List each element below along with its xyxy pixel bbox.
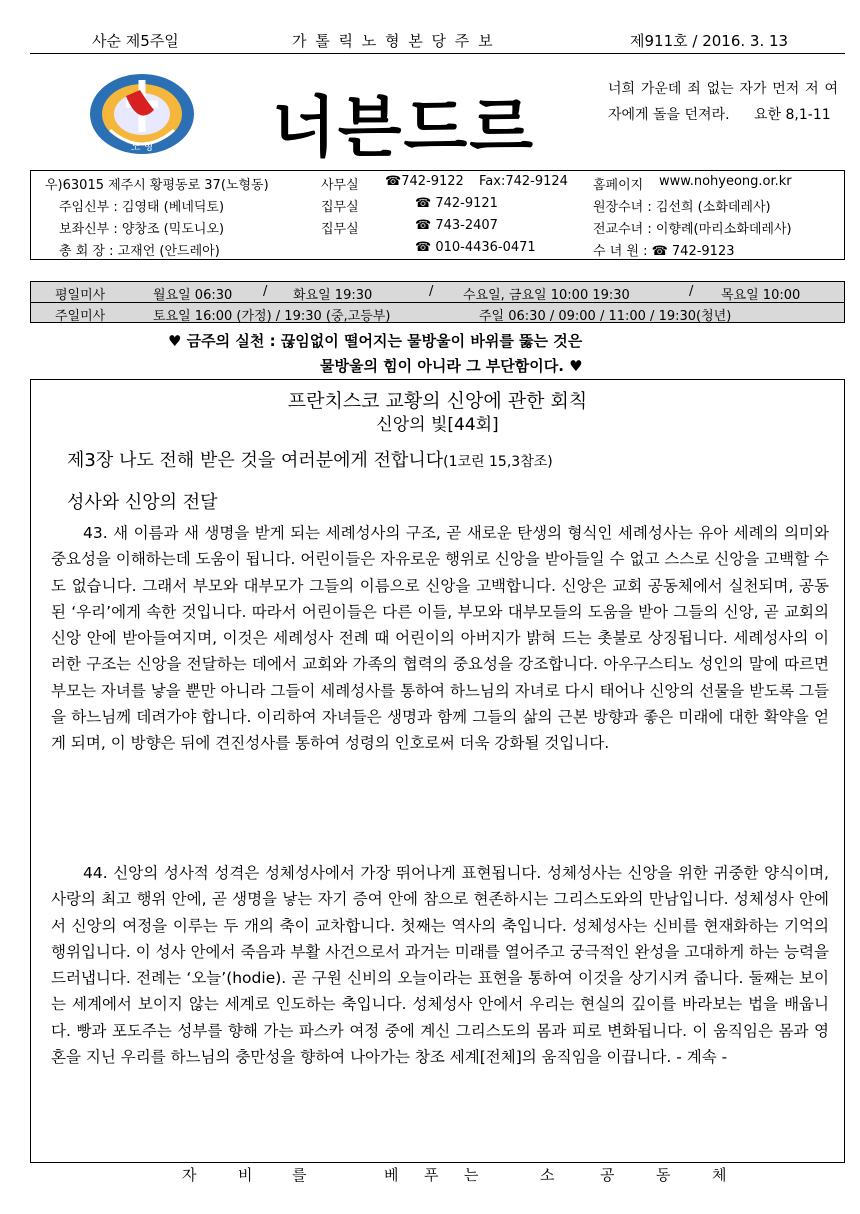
weekday-mass-item: 수요일, 금요일 10:00 19:30 xyxy=(463,288,630,303)
verse-reference: 요한 8,1-11 xyxy=(754,107,831,123)
parish-info-box xyxy=(30,170,845,260)
separator: / xyxy=(429,284,434,299)
paragraph-44: 44. 신앙의 성사적 성격은 성체성사에서 가장 뛰어나게 표현됩니다. 성체성사는 신앙을 위한 귀중한 양식이며, 사랑의 최고 행위 안에, 곧 생명을 낳는 자기 증여 안에 참으로 현존하시는 그리스도와의 만남입니다. 성체성사 안에서 신앙의 여정을 이루는 두 개의 축이 교차합니다. 첫째는 역사의 축입니다. 성체성사는 신비를 현재화하는 기억의 행위입니다. 이 성사 안에서 죽음과 부활 사건으로서 과거는 미래를 열어주고 궁극적인 완성을 고대하게 하는 능력을 드러냅니다. 전례는 ‘오늘’(hodie). 곧 구원 신비의 오늘이라는 표현을 통하여 이것을 상기시켜 줍니다. 둘째는 보이는 세계에서 보이지 않는 세계로 인도하는 축입니다. 성체성사 안에서 우리는 현실의 깊이를 바라보는 법을 배웁니다. 빵과 포도주는 성부를 향해 가는 파스카 여정 중에 계신 그리스도의 몸과 피로 변화됩니다. 이 움직임은 몸과 영혼을 지닌 우리를 하느님의 충만성을 향하여 나아가는 창조 세계[전체]의 움직임을 이끕니다. - 계속 - xyxy=(51,864,829,1067)
section-heading: 성사와 신앙의 전달 xyxy=(67,492,218,513)
chapter-reference: (1코린 15,3참조) xyxy=(443,454,553,470)
saturday-mass: 토요일 16:00 (가정) / 19:30 (중,고등부) xyxy=(153,309,391,324)
paper-name: 가 톨 릭 노 형 본 당 주 보 xyxy=(292,32,495,50)
motto-char: 소 xyxy=(540,1166,555,1184)
practice-line-2: 물방울의 힘이 아니라 그 부단함이다. ♥ xyxy=(320,357,583,375)
rectory-label: 집무실 xyxy=(321,222,359,237)
separator: / xyxy=(263,284,268,299)
sunday-mass: 주일 06:30 / 09:00 / 11:00 / 19:30(청년) xyxy=(479,309,732,324)
practice-line-1: ♥ 금주의 실천 : 끊임없이 떨어지는 물방울이 바위를 뚫는 것은 xyxy=(168,332,583,350)
motto-char: 는 xyxy=(464,1166,479,1184)
assistant-tel: ☎ 743-2407 xyxy=(415,218,498,233)
mass-schedule xyxy=(30,281,845,323)
superior-sister: 원장수녀 : 김선희 (소화데레사) xyxy=(593,200,771,215)
motto-char: 동 xyxy=(656,1166,671,1184)
motto-char: 비 xyxy=(238,1166,253,1184)
pastor-tel: ☎ 742-9121 xyxy=(415,196,498,211)
article-subtitle: 신앙의 빛[44회] xyxy=(376,415,499,435)
week-label: 사순 제5주일 xyxy=(92,32,179,50)
homepage-label: 홈페이지 xyxy=(593,178,644,193)
missionary-sister: 전교수녀 : 이향례(마리소화데레사) xyxy=(593,222,792,237)
parish-logo xyxy=(88,70,196,156)
weekday-mass-item: 월요일 06:30 xyxy=(153,288,233,303)
chapter-title: 제3장 나도 전해 받은 것을 여러분에게 전합니다 xyxy=(67,450,444,471)
weekly-verse xyxy=(608,76,838,128)
motto-char: 공 xyxy=(600,1166,615,1184)
sunday-mass-label: 주일미사 xyxy=(55,309,106,324)
top-rule xyxy=(30,53,845,54)
president-tel: ☎ 010-4436-0471 xyxy=(415,240,536,255)
footer-motto xyxy=(0,1164,860,1188)
motto-char: 를 xyxy=(292,1166,307,1184)
verse-text: 너희 가운데 죄 없는 자가 먼저 저 여자에게 돌을 던져라. xyxy=(608,81,838,123)
office-tel: ☎742-9122 xyxy=(385,174,464,189)
issue-number: 제911호 / 2016. 3. 13 xyxy=(630,32,789,50)
weekday-mass-label: 평일미사 xyxy=(55,288,106,303)
masthead-title: 너븐드르 xyxy=(272,89,536,166)
council-president: 총 회 장 : 고재언 (안드레아) xyxy=(59,244,220,259)
office-label: 사무실 xyxy=(321,178,359,193)
logo-label: 노 형 xyxy=(130,142,154,153)
address: 우)63015 제주시 황평동로 37(노형동) xyxy=(45,178,269,193)
article-title: 프란치스코 교황의 신앙에 관한 회칙 xyxy=(287,390,588,412)
article-box xyxy=(30,379,845,1163)
assistant-priest: 보좌신부 : 양창조 (믹도니오) xyxy=(59,222,225,237)
weekday-mass-item: 화요일 19:30 xyxy=(293,288,373,303)
rectory-label: 집무실 xyxy=(321,200,359,215)
pastor: 주임신부 : 김영태 (베네딕토) xyxy=(59,200,225,215)
motto-char: 자 xyxy=(182,1166,197,1184)
weekday-mass-item: 목요일 10:00 xyxy=(721,288,801,303)
separator: / xyxy=(689,284,694,299)
homepage-link[interactable]: www.nohyeong.or.kr xyxy=(659,174,792,189)
convent: 수 녀 원 : ☎ 742-9123 xyxy=(593,244,735,259)
motto-char: 푸 xyxy=(424,1166,439,1184)
motto-char: 베 xyxy=(384,1166,399,1184)
fax: Fax:742-9124 xyxy=(479,174,568,189)
chapter-heading xyxy=(67,446,553,472)
motto-char: 체 xyxy=(712,1166,727,1184)
paragraph-43: 43. 새 이름과 새 생명을 받게 되는 세례성사의 구조, 곧 새로운 탄생의 형식인 세례성사는 유아 세례의 의미와 중요성을 이해하는데 도움이 됩니다. 어린이들은 자유로운 행위로 신앙을 받아들일 수 없고 스스로 신앙을 고백할 수도 없습니다. 그래서 부모와 대부모가 그들의 이름으로 신앙을 고백합니다. 신앙은 교회 공동체에서 실천되며, 공동된 ‘우리’에게 속한 것입니다. 따라서 어린이들은 다른 이들, 부모와 대부모들의 도움을 받아 그들의 신앙, 곧 교회의 신앙 안에 받아들여지며, 이것은 세례성사 전례 때 어린이의 아버지가 밝혀 드는 촛불로 상징됩니다. 세례성사의 이러한 구조는 신앙을 전달하는 데에서 교회와 가족의 협력의 중요성을 강조합니다. 아우구스티노 성인의 말에 따르면 부모는 자녀를 낳을 뿐만 아니라 그들이 세례성사를 통하여 하느님의 자녀로 다시 태어나 신앙의 선물을 받도록 그들을 하느님께 데려가야 합니다. 이리하여 자녀들은 생명과 함께 그들의 삶의 근본 방향과 좋은 미래에 대한 확약을 얻게 되며, 이 방향은 뒤에 견진성사를 통하여 성령의 인호로써 더욱 강화될 것입니다. xyxy=(51,524,829,753)
